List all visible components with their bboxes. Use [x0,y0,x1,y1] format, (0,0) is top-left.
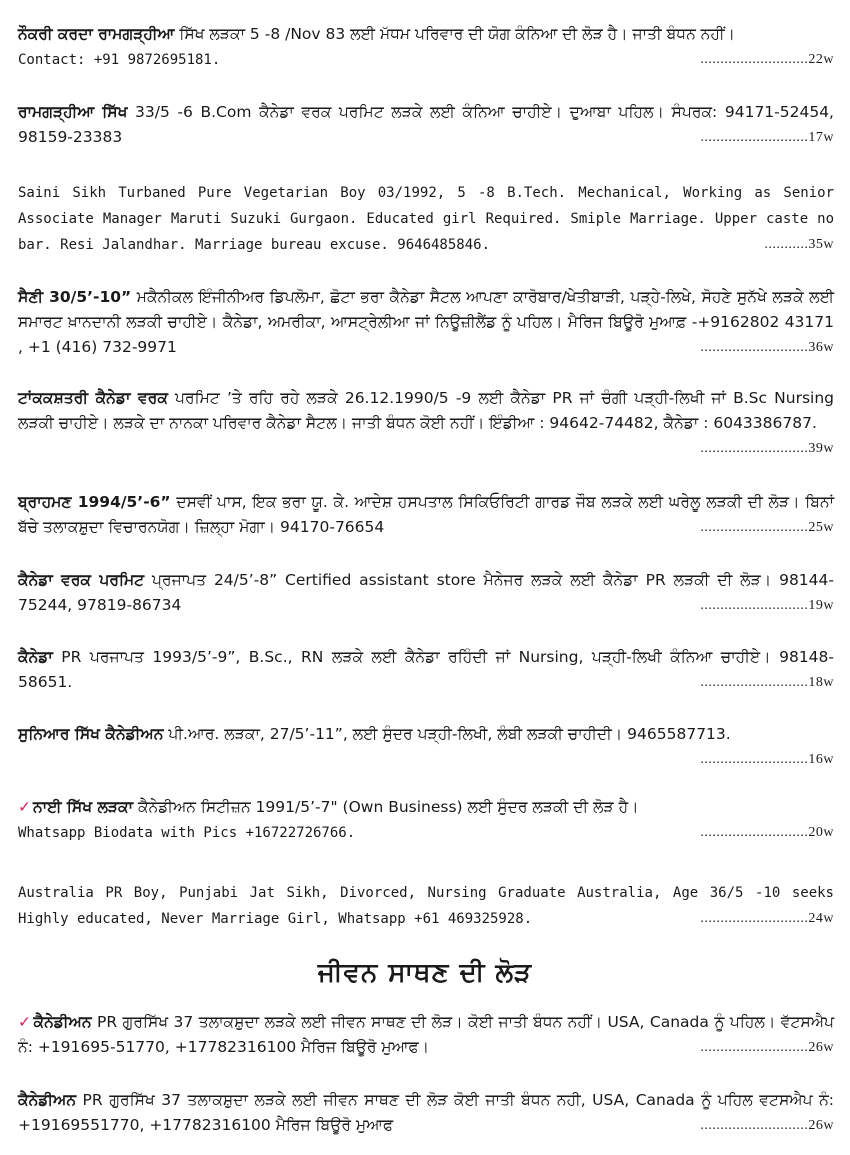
ad-text: ਪ੍ਰਜਾਪਤ 24/5’-8” Certified assistant store ਮੈਨੇਜਰ ਲੜਕੇ ਲਈ ਕੈਨੇਡਾ PR ਲੜਕੀ ਦੀ ਲੋੜ। 98144-75244, 97819-86734 [18,571,834,614]
ad-5 [18,386,834,461]
ad-code: ...........................17w [700,130,834,145]
ad-13 [18,1088,834,1138]
ad-text: PR ਪਰਜਾਪਤ 1993/5’-9”, B.Sc., RN ਲੜਕੇ ਲਈ ਕੈਨੇਡਾ ਰਹਿੰਦੀ ਜਾਂ Nursing, ਪੜ੍ਹੀ-ਲਿਖੀ ਕੰਨਿਆ ਚਾਹੀਏ। 98148-58651. [18,648,834,691]
ad-code: ...........................25w [700,520,834,535]
ad-lead: ਨਾਈ ਸਿੱਖ ਲੜਕਾ [33,798,134,816]
ad-lead: ਰਾਮਗੜ੍ਹੀਆ ਸਿੱਖ [18,103,128,121]
ad-text: ਮਕੈਨੀਕਲ ਇੰਜੀਨੀਅਰ ਡਿਪਲੋਮਾ, ਛੋਟਾ ਭਰਾ ਕੈਨੇਡਾ ਸੈਟਲ ਆਪਣਾ ਕਾਰੋਬਾਰ/ਖੇਤੀਬਾੜੀ, ਪੜ੍ਹੇ-ਲਿਖੇ, ਸੋਹਣੇ ਸੁਨੱਖੇ ਲੜਕੇ ਲਈ ਸਮਾਰਟ ਖ਼ਾਨਦਾਨੀ ਲੜਕੀ ਚਾਹੀਏ। ਕੈਨੇਡਾ, ਅਮਰੀਕਾ, ਆਸਟ੍ਰੇਲੀਆ ਜਾਂ ਨਿਊਜ਼ੀਲੈਂਡ ਨੂੰ ਪਹਿਲ। ਮੈਰਿਜ ਬਿਊਰੋ ਮੁਆਫ਼ -+9162802 43171 , +1 (416) 732-9971 [18,288,834,356]
ad-lead: ਬ੍ਰਾਹਮਣ 1994/5’-6” [18,493,171,511]
ad-text: ਪਰਮਿਟ ’ਤੇ ਰਹਿ ਰਹੇ ਲੜਕੇ 26.12.1990/5 -9 ਲਈ ਕੈਨੇਡਾ PR ਜਾਂ ਚੰਗੀ ਪੜ੍ਹੀ-ਲਿਖੀ ਜਾਂ B.Sc Nursing ਲੜਕੀ ਚਾਹੀਏ। ਲੜਕੇ ਦਾ ਨਾਨਕਾ ਪਰਿਵਾਰ ਕੈਨੇਡਾ ਸੈਟਲ। ਜਾਤੀ ਬੰਧਨ ਕੋਈ ਨਹੀਂ। ਇੰਡੀਆ : 94642-74482, ਕੈਨੇਡਾ : 6043386787. [18,389,834,432]
ad-code: ...........................36w [700,340,834,355]
ad-lead: ਕੈਨੇਡਾ [18,648,53,666]
ad-code: ...........................39w [700,441,834,456]
ad-lead: ਕੈਨੇਡੀਅਨ [33,1013,92,1031]
ad-code: ...........................20w [700,825,834,840]
ad-12 [18,1010,834,1060]
ad-code: ...........................22w [700,52,834,67]
check-mark-icon: ✓ [18,798,31,816]
ad-7 [18,568,834,618]
ad-9 [18,722,834,772]
ad-text: PR ਗੁਰਸਿੱਖ 37 ਤਲਾਕਸ਼ੁਦਾ ਲੜਕੇ ਲਈ ਜੀਵਨ ਸਾਥਣ ਦੀ ਲੋੜ। ਕੋਈ ਜਾਤੀ ਬੰਧਨ ਨਹੀਂ। USA, Canada ਨੂੰ ਪਹਿਲ। ਵੱਟਸਐਪ ਨੰ: +191695-51770, +17782316100 ਮੈਰਿਜ ਬਿਊਰੋ ਮੁਆਫ। [18,1013,834,1056]
ad-text: PR ਗੁਰਸਿੱਖ 37 ਤਲਾਕਸ਼ੁਦਾ ਲੜਕੇ ਲਈ ਜੀਵਨ ਸਾਥਣ ਦੀ ਲੋੜ ਕੋਈ ਜਾਤੀ ਬੰਧਨ ਨਹੀ, USA, Canada ਨੂੰ ਪਹਿਲ ਵਟਸਐਪ ਨੰ: +19169551770, +17782316100 ਮੈਰਿਜ ਬਿਊਰੋ ਮੁਆਫ [18,1091,834,1134]
ad-2 [18,100,834,150]
ad-lead: ਕੈਨੇਡਾ ਵਰਕ ਪਰਮਿਟ [18,571,145,589]
ad-contact: Contact: +91 9872695181. [18,52,221,68]
ad-lead: ਸੁਨਿਆਰ ਸਿੱਖ ਕੈਨੇਡੀਅਨ [18,725,164,743]
ad-code: ...........................26w [700,1040,834,1055]
ad-code: ...........................26w [700,1118,834,1133]
ad-lead: ਨੌਕਰੀ ਕਰਦਾ ਰਾਮਗੜ੍ਹੀਆ [18,25,175,43]
ad-text: ਕੈਨੇਡੀਅਨ ਸਿਟੀਜ਼ਨ 1991/5’-7" (Own Business) ਲਈ ਸੁੰਦਰ ਲੜਕੀ ਦੀ ਲੋੜ ਹੈ। [133,798,639,816]
ad-contact: Whatsapp Biodata with Pics +16722726766. [18,825,356,841]
ad-text: Saini Sikh Turbaned Pure Vegetarian Boy 03/1992, 5 -8 B.Tech. Mechanical, Working as Senior Associate Manager Maruti Suzuki Gurgaon. Educated girl Required. Smiple Marriage. Upper caste no bar. Resi Jalandhar. Marriage bureau excuse. 9646485846. [18,185,834,253]
ad-code: ...........................24w [700,911,834,926]
ad-4 [18,285,834,360]
ad-text: 33/5 -6 B.Com ਕੈਨੇਡਾ ਵਰਕ ਪਰਮਿਟ ਲੜਕੇ ਲਈ ਕੰਨਿਆ ਚਾਹੀਏ। ਦੁਆਬਾ ਪਹਿਲ। ਸੰਪਰਕ: 94171-52454, 98159-23383 [18,103,834,146]
ad-code: ...........35w [764,237,834,252]
ad-6 [18,490,834,540]
ad-8 [18,645,834,695]
ad-1 [18,22,834,73]
ad-3 [18,180,834,258]
ad-lead: ਟਾਂਕਕਸ਼ਤਰੀ ਕੈਨੇਡਾ ਵਰਕ [18,389,168,407]
ad-code: ...........................18w [700,675,834,690]
section-heading: ਜੀਵਨ ਸਾਥਣ ਦੀ ਲੋੜ [317,958,533,988]
ad-code: ...........................19w [700,598,834,613]
ad-lead: ਕੈਨੇਡੀਅਨ [18,1091,77,1109]
ad-text: ਦਸਵੀਂ ਪਾਸ, ਇਕ ਭਰਾ ਯੂ. ਕੇ. ਆਦੇਸ਼ ਹਸਪਤਾਲ ਸਿਕਿਓਰਿਟੀ ਗਾਰਡ ਜੌਬ ਲੜਕੇ ਲਈ ਘਰੇਲੂ ਲੜਕੀ ਦੀ ਲੋੜ। ਬਿਨਾਂ ਬੱਚੇ ਤਲਾਕਸ਼ੁਦਾ ਵਿਚਾਰਨਯੋਗ। ਜ਼ਿਲ੍ਹਾ ਮੋਗਾ। 94170-76654 [18,493,834,536]
ad-lead: ਸੈਣੀ 30/5’-10” [18,288,132,306]
ad-10 [18,795,834,846]
ad-11 [18,880,834,932]
ad-text: ਸਿੱਖ ਲੜਕਾ 5 -8 /Nov 83 ਲਈ ਮੱਧਮ ਪਰਿਵਾਰ ਦੀ ਯੋਗ ਕੰਨਿਆ ਦੀ ਲੋੜ ਹੈ। ਜਾਤੀ ਬੰਧਨ ਨਹੀਂ। [174,25,735,43]
ad-text: ਪੀ.ਆਰ. ਲੜਕਾ, 27/5’-11”, ਲਈ ਸੁੰਦਰ ਪੜ੍ਹੀ-ਲਿਖੀ, ਲੰਬੀ ਲੜਕੀ ਚਾਹੀਦੀ। 9465587713. [163,725,731,743]
check-mark-icon: ✓ [18,1013,32,1031]
ad-code: ...........................16w [700,752,834,767]
ad-text: Australia PR Boy, Punjabi Jat Sikh, Divorced, Nursing Graduate Australia, Age 36/5 -10 seeks Highly educated, Never Marriage Girl, Whatsapp +61 469325928. [18,885,834,927]
